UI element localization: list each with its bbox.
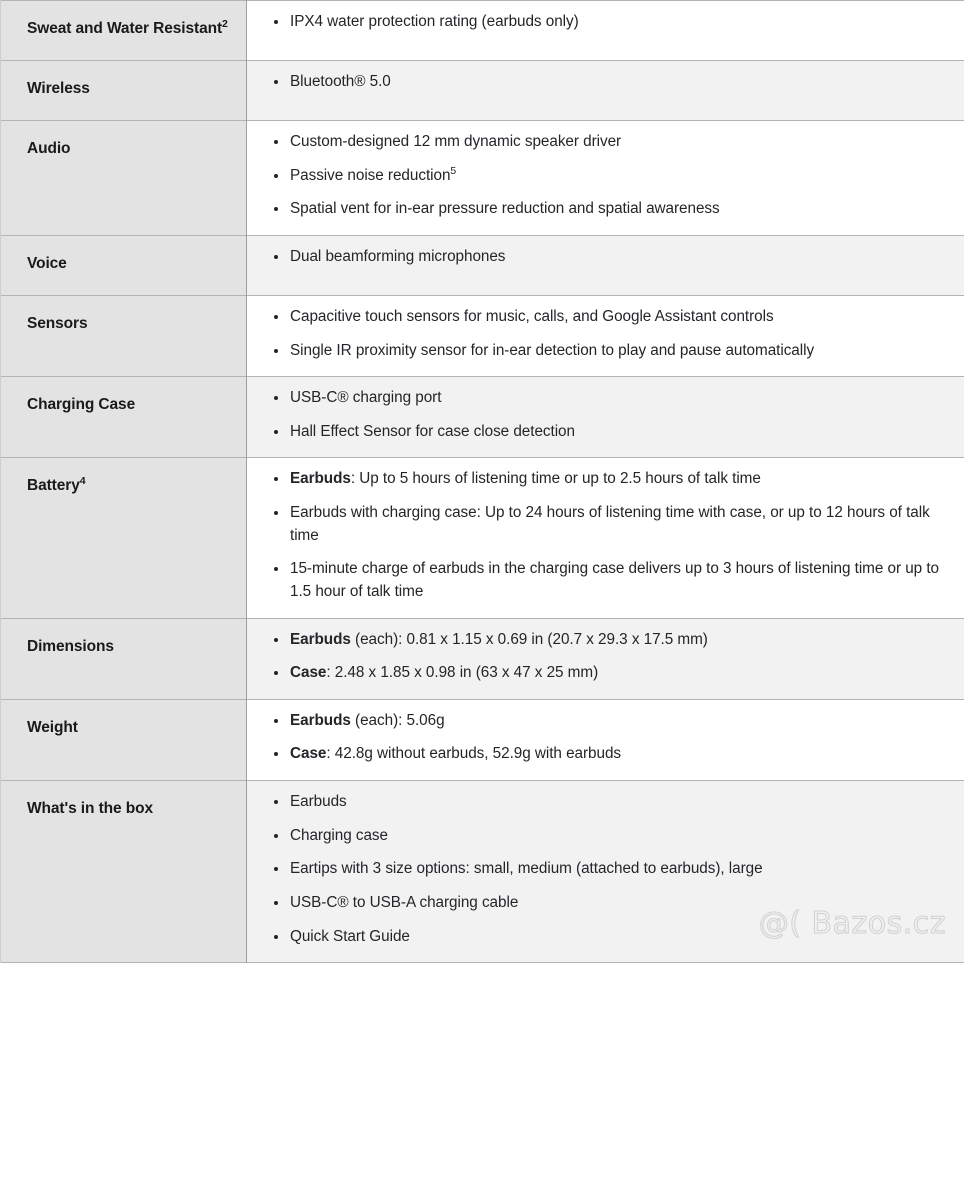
table-row [1,235,964,295]
spec-label-cell [1,121,247,236]
list-item [247,892,944,915]
table-row [1,781,964,963]
table-row [1,458,964,618]
table-row [1,121,964,236]
list-item [247,791,944,814]
spec-item-text: Dual beamforming microphones [290,247,506,265]
list-item [247,246,944,269]
spec-label-cell [1,377,247,458]
spec-item-text: Capacitive touch sensors for music, calls, and Google Assistant controls [290,307,774,325]
spec-label-cell [1,618,247,699]
spec-value-cell [247,618,964,699]
spec-value-cell [247,1,964,61]
spec-bullet-list [247,306,944,362]
spec-bullet-list [247,131,944,221]
list-item [247,858,944,881]
spec-label-cell [1,1,247,61]
spec-label-cell [1,61,247,121]
list-item [247,11,944,34]
spec-label-text: Audio [27,140,71,157]
spec-bullet-list [247,710,944,766]
spec-label-text: Voice [27,254,67,272]
spec-table-body [1,1,964,963]
list-item [247,710,944,733]
spec-label-cell [1,235,247,295]
table-row [1,1,964,61]
spec-label-cell [1,699,247,780]
spec-item-emphasis: Case [290,664,327,682]
spec-bullet-list [247,468,944,603]
spec-label-cell [1,458,247,618]
spec-bullet-list [247,246,944,269]
list-item [247,743,944,766]
spec-bullet-list [247,71,944,94]
spec-item-text: Bluetooth® 5.0 [290,73,391,90]
spec-item-text: 15-minute charge of earbuds in the charging case delivers up to 3 hours of listening time or up to 1.5 hour of talk time [290,560,939,600]
spec-item-emphasis: Earbuds [290,630,351,648]
table-row [1,699,964,780]
list-item [247,340,944,363]
spec-label-footnote: 4 [79,475,86,488]
spec-item-text: (each): 5.06g [350,711,445,729]
spec-value-cell [247,699,964,780]
spec-label-text: Wireless [27,80,90,97]
spec-value-cell [247,121,964,236]
spec-item-text: Custom-designed 12 mm dynamic speaker driver [290,133,622,150]
list-item [247,502,944,547]
spec-item-footnote: 5 [450,165,457,177]
spec-item-text: Quick Start Guide [290,927,410,945]
spec-label-text: Charging Case [27,396,136,414]
spec-bullet-list [247,11,944,34]
spec-value-cell [247,377,964,458]
spec-label-cell [1,781,247,963]
list-item [247,662,944,685]
list-item [247,131,944,154]
spec-value-cell [247,781,964,963]
table-row [1,618,964,699]
spec-item-emphasis: Case [290,745,327,763]
spec-bullet-list [247,629,944,685]
table-row [1,61,964,121]
table-row [1,377,964,458]
list-item [247,558,944,603]
spec-item-text: USB-C® to USB-A charging cable [290,893,519,911]
spec-value-cell [247,295,964,376]
spec-label-text: Battery [27,477,80,495]
spec-item-emphasis: Earbuds [290,470,351,488]
spec-item-text: Charging case [290,826,388,844]
spec-label-text: Sensors [27,314,88,332]
spec-value-cell [247,458,964,618]
spec-label-text: Sweat and Water Resistant [27,20,223,37]
spec-value-cell [247,61,964,121]
list-item [247,387,944,410]
list-item [247,629,944,652]
list-item [247,198,944,221]
spec-item-text: : 42.8g without earbuds, 52.9g with earbuds [326,745,622,763]
list-item [247,306,944,329]
list-item [247,825,944,848]
spec-item-text: Earbuds with charging case: Up to 24 hours of listening time with case, or up to 12 hours of talk time [290,504,930,544]
spec-label-cell [1,295,247,376]
spec-item-text: : 2.48 x 1.85 x 0.98 in (63 x 47 x 25 mm) [326,664,599,682]
spec-item-text: USB-C® charging port [290,389,442,407]
table-row [1,295,964,376]
spec-label-text: Dimensions [27,637,114,655]
spec-value-cell [247,235,964,295]
spec-item-text: (each): 0.81 x 1.15 x 0.69 in (20.7 x 29.3 x 17.5 mm) [350,630,708,648]
spec-item-emphasis: Earbuds [290,711,351,729]
spec-item-text: Passive noise reduction [290,166,451,184]
list-item [247,421,944,444]
spec-item-text: Eartips with 3 size options: small, medium (attached to earbuds), large [290,860,763,878]
list-item [247,926,944,949]
spec-item-text: Hall Effect Sensor for case close detection [290,422,575,440]
spec-label-footnote: 2 [222,17,228,30]
spec-bullet-list [247,387,944,443]
spec-item-text: IPX4 water protection rating (earbuds only) [290,13,579,30]
spec-item-text: Single IR proximity sensor for in-ear detection to play and pause automatically [290,341,815,359]
spec-bullet-list [247,791,944,948]
list-item [247,165,944,188]
spec-item-text: Spatial vent for in-ear pressure reduction and spatial awareness [290,200,720,218]
list-item [247,71,944,94]
list-item [247,468,944,491]
spec-item-text: Earbuds [290,793,347,810]
spec-item-text: : Up to 5 hours of listening time or up to 2.5 hours of talk time [350,470,761,488]
spec-label-text: What's in the box [27,800,153,817]
spec-label-text: Weight [27,718,78,736]
